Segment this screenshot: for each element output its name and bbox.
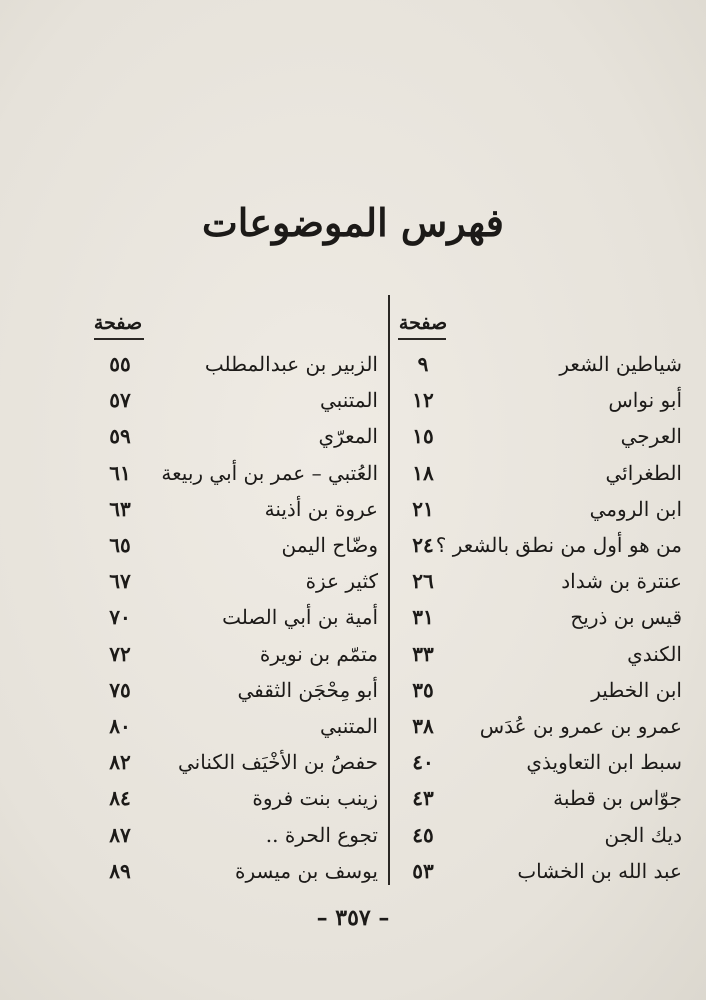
toc-entry-title: جوّاس بن قطبة [553,786,682,811]
toc-row [90,418,386,454]
toc-entry-page: ٦٧ [109,569,131,594]
toc-entry-title: المتنبي [320,714,378,738]
toc-entry-title: المعرّي [318,424,378,449]
page-number: – ٣٥٧ – [316,905,390,931]
toc-entry-title: حفصُ بن الأخْيَف الكناني [178,750,378,775]
toc-row [388,744,688,780]
page-column-header-right: صفحة [398,312,448,334]
toc-entry-title: سبط ابن التعاويذي [526,750,682,775]
toc-row [388,346,688,382]
toc-entry-title: قيس بن ذريح [570,605,682,630]
toc-entry-page: ٨٢ [109,750,131,775]
toc-entry-page: ٢١ [412,496,434,521]
toc-entry-title: المتنبي [320,388,378,413]
toc-row [90,672,386,708]
toc-entry-page: ٦٣ [109,496,131,521]
page-column-header-left: صفحة [93,312,143,334]
toc-entry-page: ٤٥ [412,822,434,847]
toc-entry-page: ٥٧ [109,388,131,413]
toc-row [90,853,386,889]
toc-entry-page: ٥٥ [109,352,131,376]
toc-entry-title: ابن الخطير [591,677,682,702]
toc-entry-page: ١٢ [412,388,434,413]
toc-entry-page: ٧٠ [109,605,131,630]
toc-entry-title: عروة بن أذينة [264,496,378,521]
toc-row [90,382,386,418]
toc-entry-title: الكندي [627,641,682,666]
toc-row [90,780,386,816]
toc-entry-page: ٧٢ [109,641,131,666]
toc-entry-title: عنترة بن شداد [561,569,682,594]
header-underline-right [398,338,446,340]
toc-entry-title: أمية بن أبي الصلت [222,605,378,630]
toc-entry-page: ٤٣ [412,786,434,811]
toc-entry-title: العرجي [620,424,682,449]
toc-entry-page: ٨٠ [109,714,131,738]
toc-entry-page: ٨٤ [109,786,131,811]
toc-row [90,455,386,491]
toc-entry-page: ٧٥ [109,677,131,702]
toc-row [388,455,688,491]
toc-row [388,418,688,454]
toc-row [90,599,386,635]
toc-entry-page: ٦٥ [109,533,131,557]
toc-entry-page: ٣٣ [412,641,434,666]
toc-entry-page: ٨٩ [109,858,131,883]
toc-entry-title: زينب بنت فروة [252,786,378,811]
toc-entry-page: ١٥ [412,424,434,449]
toc-row [388,780,688,816]
toc-row [388,491,688,527]
toc-row [388,599,688,635]
toc-entry-page: ٣٨ [412,714,434,738]
toc-row [388,853,688,889]
toc-entry-title: وضّاح اليمن [281,533,378,557]
toc-row [90,636,386,672]
toc-entry-page: ٢٦ [412,569,434,594]
toc-entry-page: ٥٩ [109,424,131,449]
toc-row [90,817,386,853]
toc-entry-page: ٦١ [109,460,131,485]
toc-entry-title: العُتبي – عمر بن أبي ربيعة [161,460,378,485]
toc-entry-title: متمّم بن نويرة [259,641,378,666]
toc-entry-page: ٣١ [412,605,434,630]
toc-row [388,527,688,563]
toc-entry-title: تجوع الحرة .. [265,822,378,847]
toc-entry-page: ٥٣ [412,858,434,883]
toc-entry-title: يوسف بن ميسرة [235,858,378,883]
toc-entry-title: من هو أول من نطق بالشعر ؟ [435,533,682,557]
toc-row [90,527,386,563]
toc-row [388,708,688,744]
toc-row [388,636,688,672]
toc-entry-title: ابن الرومي [589,496,682,521]
toc-row [388,817,688,853]
toc-row [388,382,688,418]
toc-row [90,744,386,780]
toc-entry-title: الزبير بن عبدالمطلب [204,352,378,376]
page-title: فهرس الموضوعات [202,200,504,245]
toc-entry-title: أبو نواس [608,388,682,413]
toc-entry-title: الطغرائي [605,460,682,485]
toc-row [90,491,386,527]
header-underline-left [94,338,144,340]
toc-entry-page: ٢٤ [412,533,434,557]
toc-row [90,346,386,382]
toc-entry-title: عمرو بن عمرو بن عُدَس [479,714,682,738]
toc-row [90,563,386,599]
toc-entry-page: ٣٥ [412,677,434,702]
toc-row [388,672,688,708]
toc-entry-title: ديك الجن [604,822,682,847]
toc-entry-page: ٩ [417,352,429,376]
toc-entry-title: شياطين الشعر [559,352,682,376]
toc-entry-title: عبد الله بن الخشاب [517,858,682,883]
toc-entry-page: ١٨ [412,460,434,485]
toc-row [388,563,688,599]
toc-entry-title: كثير عزة [305,569,378,594]
toc-entry-page: ٨٧ [109,822,131,847]
toc-entry-title: أبو مِحْجَن الثقفي [237,677,378,702]
toc-entry-page: ٤٠ [412,750,434,775]
toc-row [90,708,386,744]
